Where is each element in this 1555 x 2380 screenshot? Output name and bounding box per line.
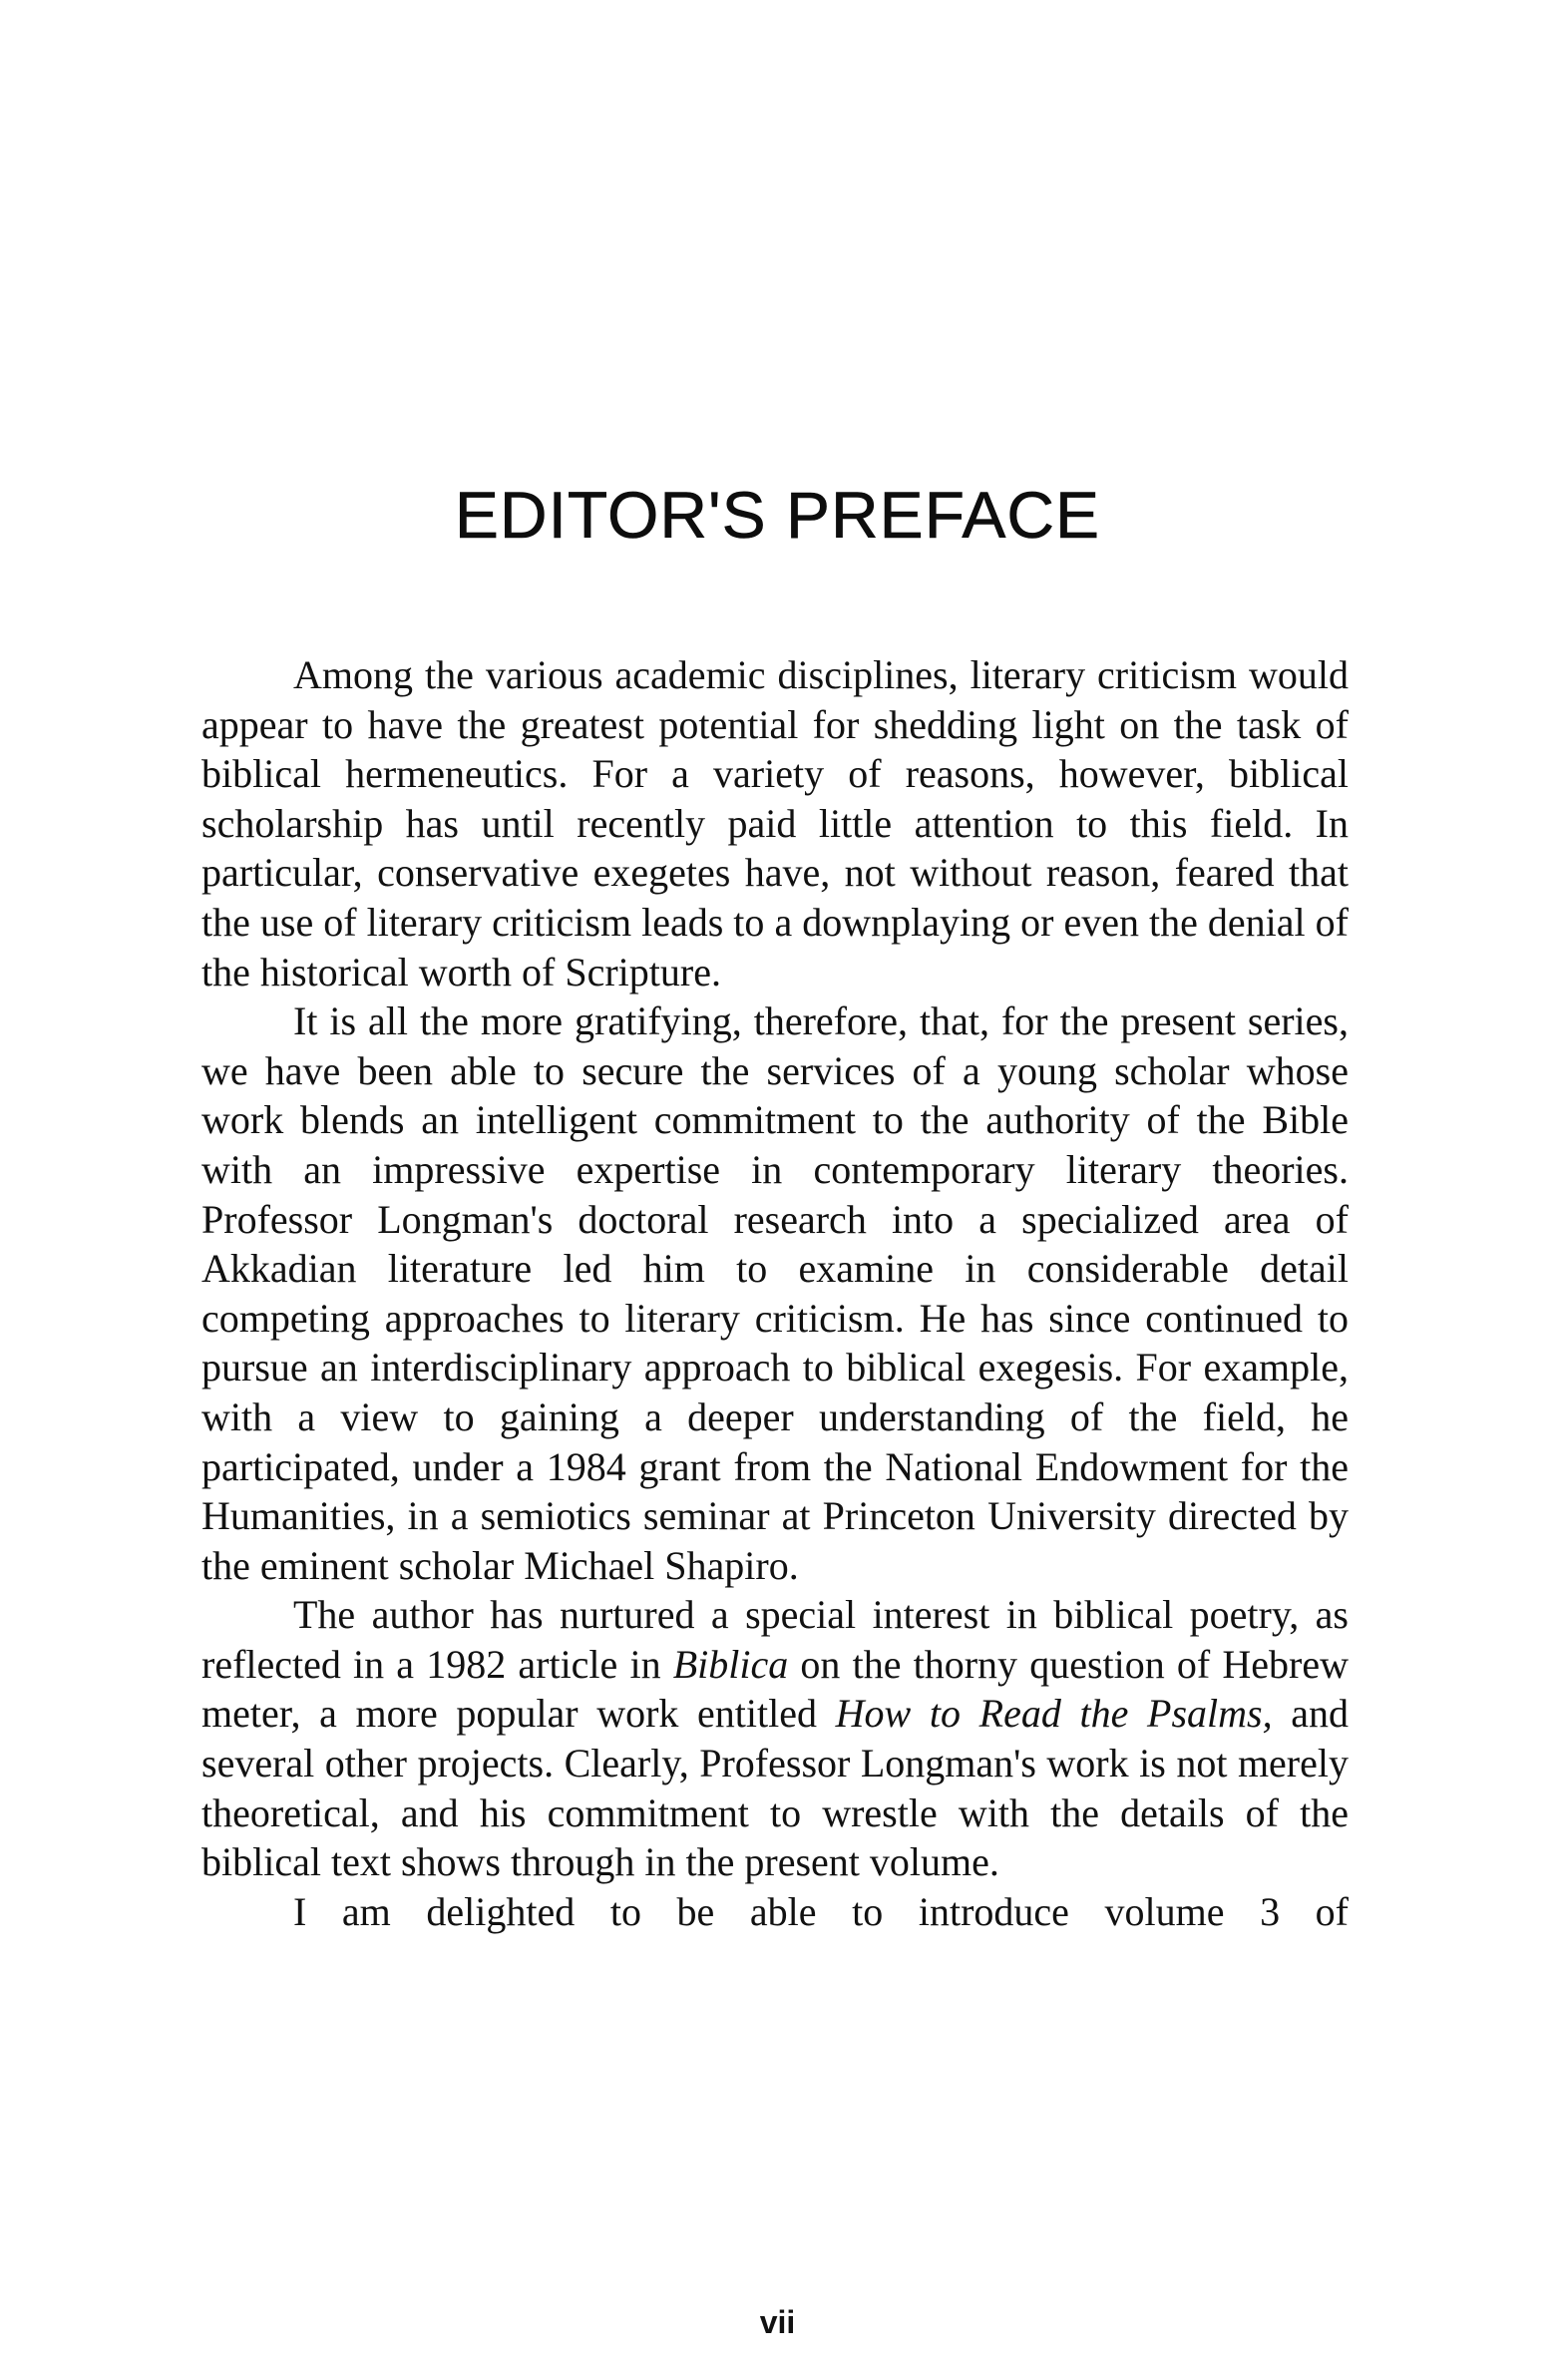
paragraph-text: I am delighted to be able to introduce volume 3 of [293,1888,1349,1934]
paragraph [201,650,1349,996]
paragraph-text: It is all the more gratifying, therefore, that, for the present series, we have been able to secure the services of a young scholar whose work blends an intelligent commitment to the authority of the Bible with an impressive expertise in contemporary literary theories. Professor Longman's doctoral research into a specialized area of Akkadian literature led him to examine in considerable detail competing approaches to literary criticism. He has since continued to pursue an interdisciplinary approach to biblical exegesis. For example, with a view to gaining a deeper understanding of the field, he participated, under a 1984 grant from the National Endowment for the Humanities, in a semiotics seminar at Princeton University directed by the eminent scholar Michael Shapiro. [201,998,1349,1588]
paragraph-text: The author has nurtured a special interest in biblical poetry, as reflected in a 1982 article in [201,1592,1349,1687]
paragraph-text: on the thorny question of Hebrew meter, a more popular work entitled [201,1641,1349,1737]
italic-title-text: Biblica [672,1641,789,1687]
paragraph [201,1887,1349,1937]
paragraph [201,1590,1349,1887]
preface-body [201,650,1349,1936]
page-title: EDITOR'S PREFACE [454,478,1101,552]
page-number: vii [759,2304,796,2340]
paragraph [201,996,1349,1590]
paragraph-text: and several other projects. Clearly, Professor Longman's work is not merely theoretical, and his commitment to wrestle with the details of the biblical text shows through in the present volume. [201,1691,1349,1885]
italic-title-text: How to Read the Psalms, [835,1691,1273,1737]
paragraph-text: Among the various academic disciplines, literary criticism would appear to have the greatest potential for shedding light on the task of biblical hermeneutics. For a variety of reasons, however, biblical scholarship has until recently paid little attention to this field. In particular, conservative exegetes have, not without reason, feared that the use of literary criticism leads to a downplaying or even the denial of the historical worth of Scripture. [201,652,1349,994]
